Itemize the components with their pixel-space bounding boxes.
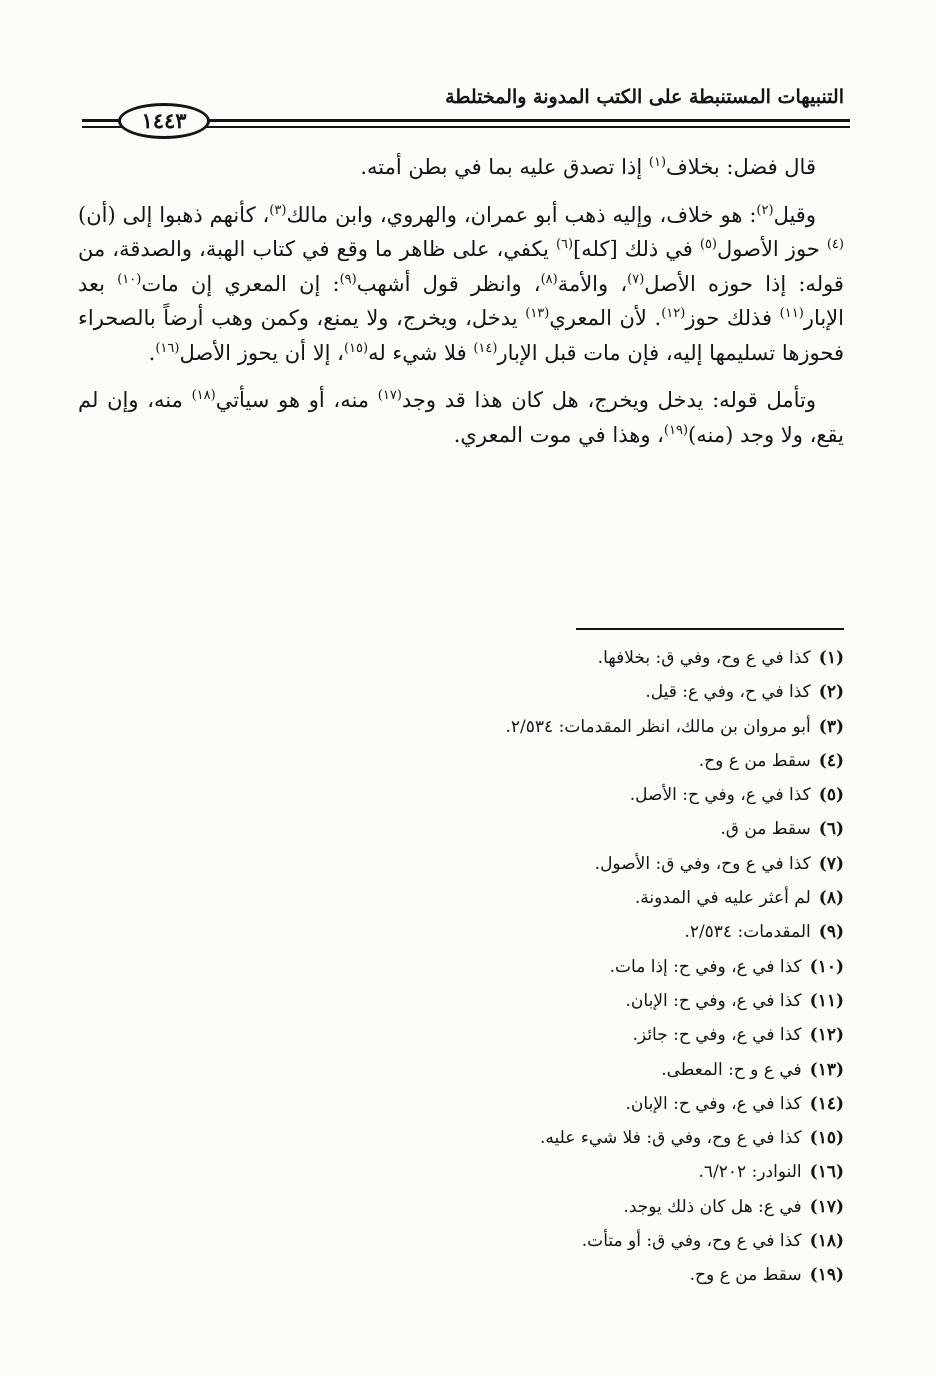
footnote-number: (١٧) xyxy=(809,1196,844,1217)
footnote-ref: (١٦) xyxy=(155,340,180,356)
text-run: وتأمل قوله: يدخل ويخرج، هل كان هذا قد وجد xyxy=(401,388,816,412)
footnote-item xyxy=(78,744,844,778)
footnote-text: كذا في ع وح، وفي ق: الأصول. xyxy=(594,853,811,874)
text-run: ، كأنهم ذهبوا إلى (أن) xyxy=(78,202,270,227)
text-run: : إن المعري إن مات xyxy=(141,271,340,296)
paragraph-1 xyxy=(78,150,844,185)
footnote-item xyxy=(78,1018,844,1052)
footnote-text: أبو مروان بن مالك، انظر المقدمات: ٢/٥٣٤. xyxy=(505,716,811,737)
footnote-ref: (١٨) xyxy=(191,388,216,403)
text-run: ، وانظر قول أشهب xyxy=(356,271,541,296)
footnote-number: (٤) xyxy=(818,750,844,771)
footnote-ref: (١١) xyxy=(779,306,804,321)
footnote-ref: (١٤) xyxy=(473,340,498,356)
footnote-number: (٨) xyxy=(818,888,844,909)
main-text xyxy=(78,150,844,452)
footnote-text: كذا في ع وح، وفي ق: فلا شيء عليه. xyxy=(540,1128,802,1149)
text-run: بعد الإبار xyxy=(78,271,844,330)
footnote-number: (١٣) xyxy=(809,1059,844,1080)
paragraph-3 xyxy=(78,383,844,452)
text-run: منه، وإن لم يقع، ولا وجد (منه) xyxy=(78,388,844,447)
text-run: ، إلا أن يحوز الأصل xyxy=(179,340,344,365)
footnote-text: سقط من ع وح. xyxy=(698,750,811,771)
text-run: فلا شيء له xyxy=(368,340,474,365)
footnote-ref: (٨) xyxy=(540,271,558,287)
footnote-item xyxy=(78,1121,844,1155)
footnote-item xyxy=(78,915,844,949)
text-run: ، وهذا في موت المعري. xyxy=(453,422,664,447)
text-run: فذلك حوز xyxy=(685,306,780,330)
text-run: ، والأمة xyxy=(557,271,628,296)
footnote-number: (١١) xyxy=(809,990,844,1011)
footnote-number: (١٥) xyxy=(809,1128,844,1149)
footnote-item xyxy=(78,1190,844,1224)
footnote-item xyxy=(78,950,844,984)
footnote-text: في ع: هل كان ذلك يوجد. xyxy=(623,1196,802,1217)
footnote-number: (١٤) xyxy=(809,1093,844,1114)
footnote-number: (١٩) xyxy=(809,1265,844,1286)
text-run: وقيل xyxy=(773,202,816,227)
footnote-text: كذا في ع وح، وفي ق: بخلافها. xyxy=(597,648,811,668)
footnote-item xyxy=(78,1087,844,1121)
footnote-text: كذا في ع، وفي ح: الإبان. xyxy=(625,990,802,1011)
footnote-number: (٢) xyxy=(818,682,844,703)
footnotes-list xyxy=(78,641,844,1293)
text-run: . xyxy=(148,340,156,365)
footnote-ref: (١٣) xyxy=(525,306,550,321)
footnote-ref: (١٩) xyxy=(663,422,689,438)
footnote-number: (١٦) xyxy=(809,1162,844,1183)
footnote-ref: (١٥) xyxy=(343,340,369,356)
footnote-number: (١) xyxy=(818,648,844,668)
footnote-ref: (٤) xyxy=(826,237,844,252)
footnote-separator xyxy=(576,628,844,630)
footnote-number: (٦) xyxy=(818,819,844,840)
footnote-ref: (٢) xyxy=(756,202,774,218)
footnote-ref: (٩) xyxy=(339,271,357,287)
footnote-number: (٧) xyxy=(818,853,844,874)
footnote-text: المقدمات: ٢/٥٣٤. xyxy=(684,922,811,943)
footnote-text: كذا في ع وح، وفي ق: أو متأت. xyxy=(581,1231,802,1252)
footnote-number: (٥) xyxy=(818,785,844,806)
footnote-item xyxy=(78,1053,844,1087)
footnote-text: لم أعثر عليه في المدونة. xyxy=(634,888,811,909)
footnote-number: (١٢) xyxy=(809,1025,844,1046)
footnote-text: النوادر: ٦/٢٠٢. xyxy=(698,1162,802,1183)
footnote-text: في ع و ح: المعطى. xyxy=(661,1059,802,1080)
footnote-text: كذا في ع، وفي ح: الأصل. xyxy=(629,785,811,806)
footnote-ref: (١٢) xyxy=(661,306,686,321)
footnote-ref: (٦) xyxy=(555,237,574,252)
text-run: حوز الأصول xyxy=(717,237,827,261)
footnote-item xyxy=(78,847,844,881)
text-run: إذا تصدق عليه بما في بطن أمته. xyxy=(360,155,649,179)
footnote-number: (٩) xyxy=(818,922,844,943)
footnote-text: سقط من ع وح. xyxy=(689,1265,802,1286)
footnote-ref: (١٧) xyxy=(377,388,402,403)
footnote-text: سقط من ق. xyxy=(720,819,811,840)
text-run: منه، أو هو سيأتي xyxy=(215,388,378,412)
paragraph-2 xyxy=(78,198,844,371)
text-run: في ذلك [كله] xyxy=(573,237,700,261)
footnote-number: (١٨) xyxy=(809,1231,844,1252)
footnote-item xyxy=(78,710,844,744)
footnote-item xyxy=(78,881,844,915)
footnote-text: كذا في ع، وفي ح: إذا مات. xyxy=(609,956,802,977)
footnote-item xyxy=(78,1155,844,1189)
footnote-text: كذا في ع، وفي ح: الإبان. xyxy=(625,1093,802,1114)
footnote-item xyxy=(78,984,844,1018)
footnote-item xyxy=(78,641,844,675)
footnote-ref: (١) xyxy=(648,155,667,170)
text-run: . لأن المعري xyxy=(549,306,662,330)
footnote-item xyxy=(78,675,844,709)
footnote-item xyxy=(78,778,844,812)
footnote-ref: (٥) xyxy=(699,237,717,252)
footnote-item xyxy=(78,1224,844,1258)
footnote-ref: (٧) xyxy=(627,271,645,287)
text-run: يكفي، على ظاهر ما وقع في كتاب الهبة، والصدقة، من قوله: إذا حوزه الأصل xyxy=(78,237,844,296)
running-header-title: التنبيهات المستنبطة على الكتب المدونة والمختلطة xyxy=(445,86,844,108)
footnote-item xyxy=(78,1258,844,1292)
footnote-number: (١٠) xyxy=(809,956,844,977)
footnote-ref: (١٠) xyxy=(117,271,142,287)
footnote-number: (٣) xyxy=(818,716,844,737)
text-run: قال فضل: بخلاف xyxy=(666,155,816,179)
footnote-item xyxy=(78,812,844,846)
footnote-ref: (٣) xyxy=(269,202,287,218)
text-run: يدخل، ويخرج، ولا يمنع، وكمن وهب أرضاً بالصحراء فحوزها تسليمها إليه، فإن مات قبل الإبار xyxy=(78,306,844,365)
text-run: : هو خلاف، وإليه ذهب أبو عمران، والهروي، وابن مالك xyxy=(286,202,757,227)
footnote-text: كذا في ح، وفي ع: قيل. xyxy=(645,682,811,703)
page-number-badge: ١٤٤٣ xyxy=(118,103,210,139)
footnote-text: كذا في ع، وفي ح: جائز. xyxy=(632,1025,802,1046)
